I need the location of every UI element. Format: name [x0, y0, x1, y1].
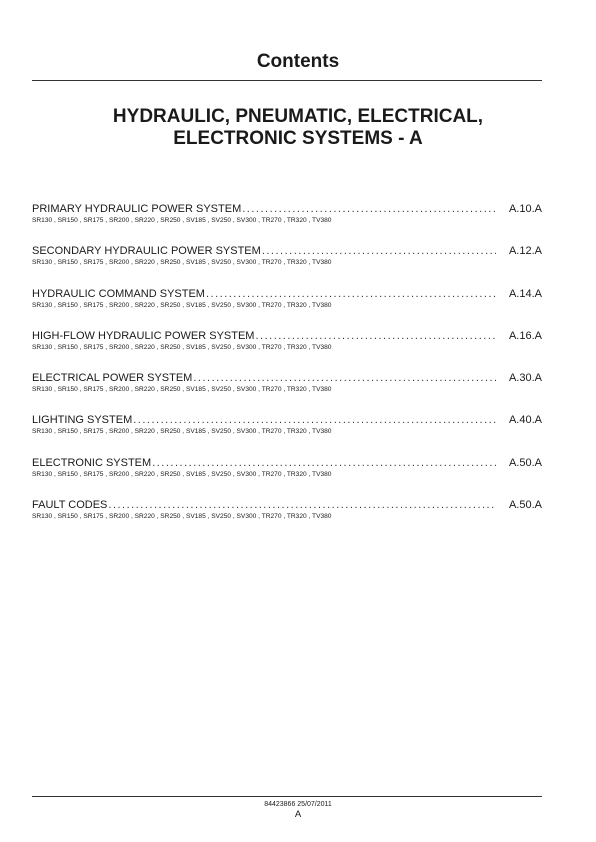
toc-entry-lighting-system[interactable]	[32, 413, 542, 455]
toc-entry-fault-codes[interactable]	[32, 498, 542, 540]
footer-section-letter: A	[294, 809, 302, 820]
toc-page-ref[interactable]: A.50.A	[508, 499, 542, 512]
toc-leader-dots	[241, 202, 496, 216]
toc-leader-dots	[192, 371, 496, 385]
page-title: Contents	[256, 51, 340, 72]
toc-page-ref[interactable]: A.50.A	[508, 456, 542, 469]
toc-entry-title[interactable]: HYDRAULIC COMMAND SYSTEM	[32, 287, 205, 300]
toc-page-ref[interactable]: A.14.A	[508, 287, 542, 300]
toc-entry-title[interactable]: ELECTRICAL POWER SYSTEM	[32, 372, 193, 385]
toc-entry-electronic-system[interactable]	[32, 456, 542, 498]
toc-leader-dots	[261, 244, 496, 258]
toc-entry-title[interactable]: HIGH-FLOW HYDRAULIC POWER SYSTEM	[32, 329, 255, 342]
toc-entry-hydraulic-command-system[interactable]	[32, 287, 542, 329]
toc-entry-models: SR130 , SR150 , SR175 , SR200 , SR220 , SR250 , SV185 , SV250 , SV300 , TR270 , TR320 , TV380	[32, 513, 332, 521]
footer-document-reference: 84423866 25/07/2011	[264, 801, 332, 808]
bottom-divider	[32, 796, 542, 797]
toc-leader-dots	[151, 456, 496, 470]
toc-entry-models: SR130 , SR150 , SR175 , SR200 , SR220 , SR250 , SV185 , SV250 , SV300 , TR270 , TR320 , TV380	[32, 259, 332, 267]
toc-entry-title[interactable]: LIGHTING SYSTEM	[32, 414, 133, 427]
toc-entry-title[interactable]: ELECTRONIC SYSTEM	[32, 456, 152, 469]
toc-entry-models: SR130 , SR150 , SR175 , SR200 , SR220 , SR250 , SV185 , SV250 , SV300 , TR270 , TR320 , TV380	[32, 470, 332, 478]
toc-entry-title[interactable]: FAULT CODES	[32, 499, 108, 512]
top-divider	[32, 80, 542, 81]
toc-leader-dots	[132, 413, 496, 427]
toc-leader-dots	[205, 287, 496, 301]
section-title-line-2: ELECTRONIC SYSTEMS - A	[173, 128, 423, 149]
toc-page-ref[interactable]: A.30.A	[508, 372, 542, 385]
toc-entry-models: SR130 , SR150 , SR175 , SR200 , SR220 , SR250 , SV185 , SV250 , SV300 , TR270 , TR320 , TV380	[32, 386, 332, 394]
toc-page-ref[interactable]: A.12.A	[508, 245, 542, 258]
toc-leader-dots	[254, 329, 496, 343]
section-title-line-1: HYDRAULIC, PNEUMATIC, ELECTRICAL,	[112, 106, 484, 127]
section-title	[0, 106, 596, 150]
toc-entry-secondary-hydraulic-power-system[interactable]	[32, 244, 542, 286]
toc-entry-models: SR130 , SR150 , SR175 , SR200 , SR220 , SR250 , SV185 , SV250 , SV300 , TR270 , TR320 , TV380	[32, 301, 332, 309]
toc-entry-models: SR130 , SR150 , SR175 , SR200 , SR220 , SR250 , SV185 , SV250 , SV300 , TR270 , TR320 , TV380	[32, 343, 332, 351]
toc-entry-models: SR130 , SR150 , SR175 , SR200 , SR220 , SR250 , SV185 , SV250 , SV300 , TR270 , TR320 , TV380	[32, 428, 332, 436]
toc-page-ref[interactable]: A.40.A	[508, 414, 542, 427]
toc-leader-dots	[107, 498, 496, 512]
toc-entry-primary-hydraulic-power-system[interactable]	[32, 202, 542, 244]
toc-entry-electrical-power-system[interactable]	[32, 371, 542, 413]
toc-entry-title[interactable]: PRIMARY HYDRAULIC POWER SYSTEM	[32, 203, 242, 215]
toc-page-ref[interactable]: A.10.A	[508, 203, 542, 215]
table-of-contents	[32, 202, 542, 540]
toc-page-ref[interactable]: A.16.A	[508, 329, 542, 342]
toc-entry-title[interactable]: SECONDARY HYDRAULIC POWER SYSTEM	[32, 245, 261, 258]
toc-entry-high-flow-hydraulic-power-system[interactable]	[32, 329, 542, 371]
toc-entry-models: SR130 , SR150 , SR175 , SR200 , SR220 , SR250 , SV185 , SV250 , SV300 , TR270 , TR320 , TV380	[32, 217, 332, 224]
